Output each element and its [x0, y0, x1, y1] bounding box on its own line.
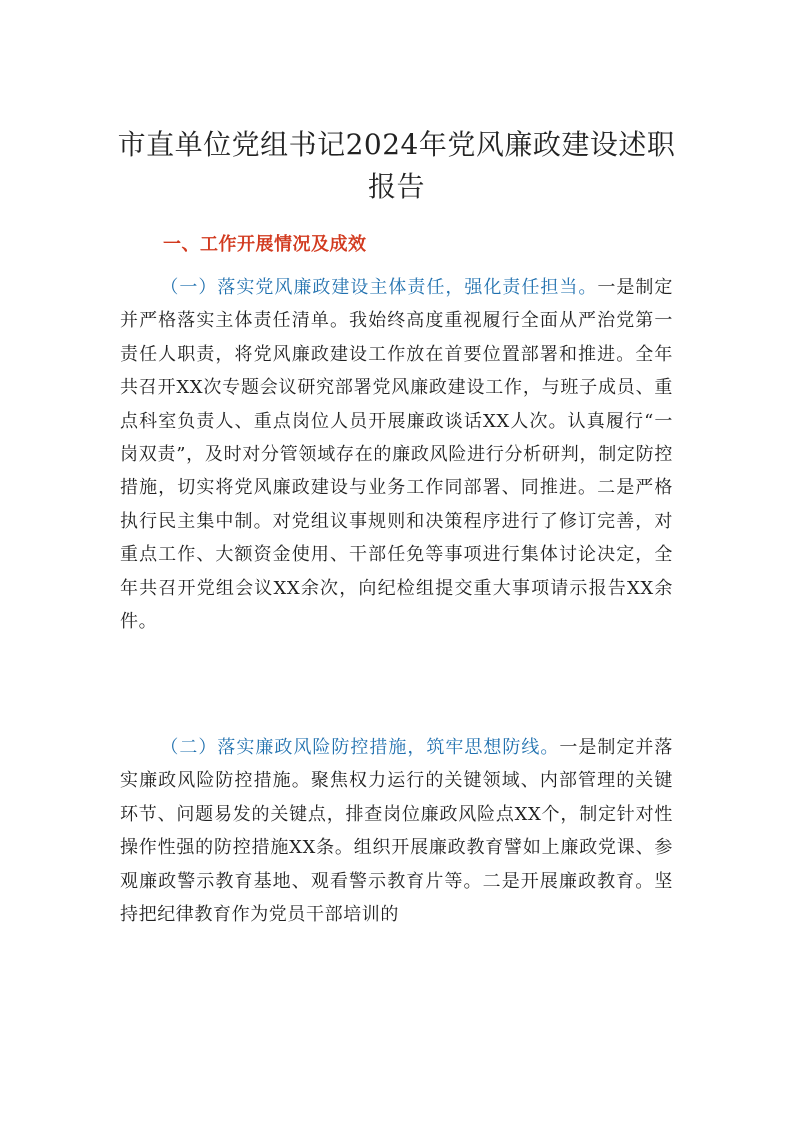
paragraph-2-subheading: （二）落实廉政风险防控措施，筑牢思想防线。: [160, 737, 560, 758]
paragraph-2-text: 一是制定并落实廉政风险防控措施。聚焦权力运行的关键领域、内部管理的关键环节、问题易发的关键点，排查岗位廉政风险点XX个，制定针对性操作性强的防控措施XX条。组织开展廉政教育譬如上廉政党课、参观廉政警示教育基地、观看警示教育片等。二是开展廉政教育。坚持把纪律教育作为党员干部培训的: [120, 737, 673, 926]
document-title: 市直单位党组书记2024年党风廉政建设述职报告: [117, 128, 676, 203]
paragraph-1: [120, 271, 673, 638]
paragraph-1-subheading: （一）落实党风廉政建设主体责任，强化责任担当。: [160, 277, 598, 298]
paragraph-2: [120, 731, 673, 931]
paragraph-1-text: 一是制定并严格落实主体责任清单。我始终高度重视履行全面从严治党第一责任人职责，将党风廉政建设工作放在首要位置部署和推进。全年共召开XX次专题会议研究部署党风廉政建设工作，与班子成员、重点科室负责人、重点岗位人员开展廉政谈话XX人次。认真履行“一岗双责”，及时对分管领域存在的廉政风险进行分析研判，制定防控措施，切实将党风廉政建设与业务工作同部署、同推进。二是严格执行民主集中制。对党组议事规则和决策程序进行了修订完善，对重点工作、大额资金使用、干部任免等事项进行集体讨论决定，全年共召开党组会议XX余次，向纪检组提交重大事项请示报告XX余件。: [120, 277, 673, 633]
section-heading: 一、工作开展情况及成效: [163, 234, 367, 255]
